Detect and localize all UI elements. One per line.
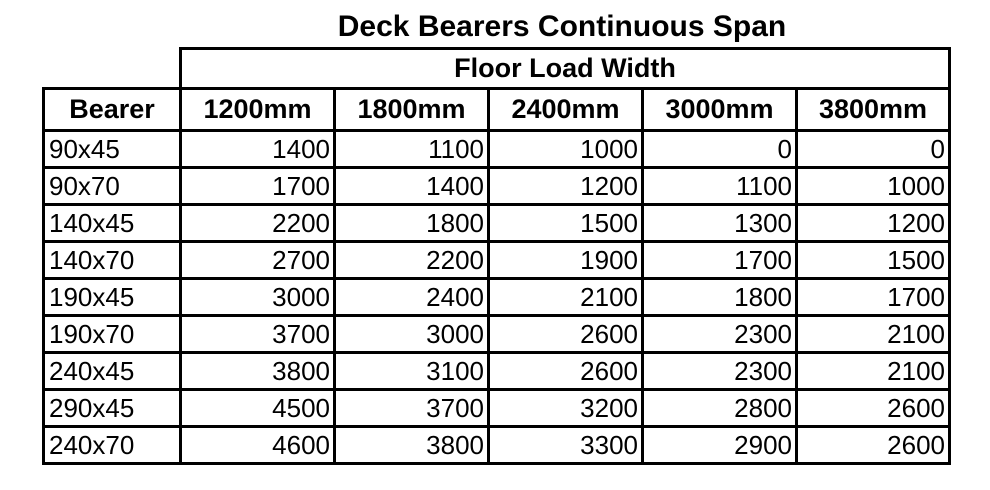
table-row xyxy=(44,168,950,205)
span-value-cell: 2700 xyxy=(181,242,335,279)
corner-blank-cell xyxy=(44,49,181,89)
table-row xyxy=(44,390,950,427)
span-value-cell: 1000 xyxy=(489,131,643,168)
table-row xyxy=(44,279,950,316)
span-value-cell: 2300 xyxy=(643,316,797,353)
bearer-size-cell: 290x45 xyxy=(44,390,181,427)
span-value-cell: 1700 xyxy=(181,168,335,205)
span-value-cell: 2800 xyxy=(643,390,797,427)
span-value-cell: 2200 xyxy=(181,205,335,242)
column-header-2400mm: 2400mm xyxy=(489,89,643,131)
span-value-cell: 0 xyxy=(797,131,950,168)
table-row xyxy=(44,131,950,168)
span-value-cell: 4500 xyxy=(181,390,335,427)
bearer-size-cell: 90x70 xyxy=(44,168,181,205)
span-value-cell: 1900 xyxy=(489,242,643,279)
column-header-row xyxy=(44,89,950,131)
span-value-cell: 1700 xyxy=(643,242,797,279)
span-value-cell: 2600 xyxy=(489,353,643,390)
span-value-cell: 2900 xyxy=(643,427,797,464)
span-value-cell: 2200 xyxy=(335,242,489,279)
span-value-cell: 3800 xyxy=(335,427,489,464)
table-row xyxy=(44,205,950,242)
column-header-3000mm: 3000mm xyxy=(643,89,797,131)
bearer-size-cell: 240x70 xyxy=(44,427,181,464)
span-value-cell: 1400 xyxy=(181,131,335,168)
bearer-size-cell: 90x45 xyxy=(44,131,181,168)
table-row xyxy=(44,242,950,279)
page-title: Deck Bearers Continuous Span xyxy=(337,10,787,43)
table-body xyxy=(44,131,950,464)
span-value-cell: 0 xyxy=(643,131,797,168)
span-value-cell: 2600 xyxy=(797,427,950,464)
span-value-cell: 2600 xyxy=(489,316,643,353)
span-value-cell: 1100 xyxy=(335,131,489,168)
table-row xyxy=(44,353,950,390)
span-value-cell: 1400 xyxy=(335,168,489,205)
span-value-cell: 2600 xyxy=(797,390,950,427)
bearer-size-cell: 140x45 xyxy=(44,205,181,242)
span-value-cell: 3300 xyxy=(489,427,643,464)
bearer-size-cell: 190x70 xyxy=(44,316,181,353)
group-header-row xyxy=(44,49,950,89)
column-header-1800mm: 1800mm xyxy=(335,89,489,131)
column-header-1200mm: 1200mm xyxy=(181,89,335,131)
span-value-cell: 3700 xyxy=(335,390,489,427)
table-row xyxy=(44,427,950,464)
span-value-cell: 3700 xyxy=(181,316,335,353)
span-value-cell: 1000 xyxy=(797,168,950,205)
span-value-cell: 2100 xyxy=(797,316,950,353)
column-header-bearer: Bearer xyxy=(44,89,181,131)
span-value-cell: 3100 xyxy=(335,353,489,390)
bearer-size-cell: 190x45 xyxy=(44,279,181,316)
span-value-cell: 1800 xyxy=(335,205,489,242)
span-value-cell: 1200 xyxy=(797,205,950,242)
span-value-cell: 2300 xyxy=(643,353,797,390)
span-value-cell: 2100 xyxy=(797,353,950,390)
column-header-3800mm: 3800mm xyxy=(797,89,950,131)
span-value-cell: 3200 xyxy=(489,390,643,427)
span-value-cell: 1300 xyxy=(643,205,797,242)
span-value-cell: 1200 xyxy=(489,168,643,205)
span-value-cell: 3000 xyxy=(181,279,335,316)
bearer-size-cell: 240x45 xyxy=(44,353,181,390)
span-value-cell: 4600 xyxy=(181,427,335,464)
bearer-size-cell: 140x70 xyxy=(44,242,181,279)
span-value-cell: 3000 xyxy=(335,316,489,353)
span-value-cell: 1500 xyxy=(489,205,643,242)
span-value-cell: 1500 xyxy=(797,242,950,279)
span-value-cell: 2100 xyxy=(489,279,643,316)
span-value-cell: 1800 xyxy=(643,279,797,316)
span-value-cell: 3800 xyxy=(181,353,335,390)
table-row xyxy=(44,316,950,353)
span-value-cell: 2400 xyxy=(335,279,489,316)
floor-load-width-header: Floor Load Width xyxy=(181,49,950,89)
span-table xyxy=(42,47,951,465)
span-value-cell: 1700 xyxy=(797,279,950,316)
span-value-cell: 1100 xyxy=(643,168,797,205)
